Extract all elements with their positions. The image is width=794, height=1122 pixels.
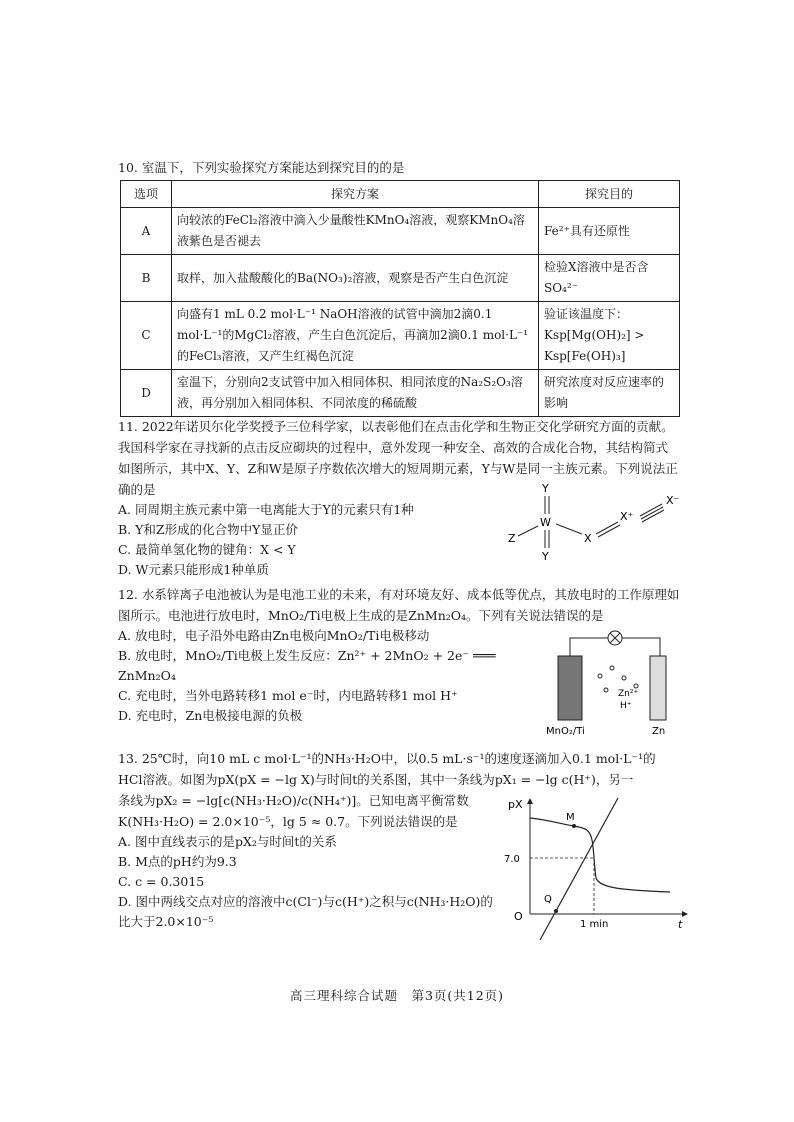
table-row [121, 208, 680, 255]
row-purpose: 研究浓度对反应速率的影响 [539, 370, 680, 417]
page-footer: 高三理科综合试题 第3页(共12页) [289, 988, 505, 1003]
ion-h: H⁺ [620, 701, 632, 711]
q12-options [118, 626, 518, 726]
label-mno2-ti: MnO₂/Ti [546, 726, 585, 737]
y-axis-label: pX [508, 798, 523, 811]
row-plan: 向盛有1 mL 0.2 mol·L⁻¹ NaOH溶液的试管中滴加2滴0.1 mol·L⁻¹的MgCl₂溶液，产生白色沉淀后，再滴加2滴0.1 mol·L⁻¹的FeCl₃溶液，又产生红褐色沉淀 [172, 302, 539, 370]
atom-y-bottom: Y [542, 550, 549, 563]
label-zn: Zn [652, 726, 666, 737]
col-purpose: 探究目的 [539, 181, 680, 208]
x-axis-label: t [678, 918, 683, 931]
atom-x3: X⁻ [666, 494, 680, 507]
q11-option-d: D. W元素只能形成1种单质 [118, 562, 269, 577]
bond [642, 510, 664, 522]
atom-y-top: Y [542, 482, 549, 495]
atom-z: Z [508, 532, 516, 545]
table-row [121, 302, 680, 370]
x-tick-1min: 1 min [580, 919, 609, 930]
q11-option-c: C. 最简单氢化物的键角：X < Y [118, 542, 296, 557]
q10-stem: 10. 室温下，下列实验探究方案能达到探究目的的是 [118, 160, 405, 175]
q12-option-c: C. 充电时，当外电路转移1 mol e⁻时，内电路转移1 mol H⁺ [118, 688, 458, 703]
label-q: Q [544, 894, 552, 905]
q11-options [118, 500, 498, 580]
row-option: C [121, 302, 172, 370]
row-purpose: 检验X溶液中是否含SO₄²⁻ [539, 255, 680, 302]
table-row [121, 255, 680, 302]
atom-x2: X⁺ [620, 510, 634, 523]
q13-stem-line3: 条线为pX₂ = −lg[c(NH₃·H₂O)/c(NH₄⁺)]。已知电离平衡常数 [118, 793, 469, 808]
q12-option-d: D. 充电时，Zn电极接电源的负极 [118, 708, 303, 723]
bond [641, 507, 663, 519]
table-row [121, 370, 680, 417]
q13-stem-line2: HCl溶液。如图为pX(pX = −lg X)与时间t的关系图，其中一条线为pX₁ = −lg c(H⁺)，另一 [118, 772, 634, 787]
row-plan: 室温下，分别向2支试管中加入相同体积、相同浓度的Na₂S₂O₃溶液，再分别加入相同体积、不同浓度的稀硫酸 [172, 370, 539, 417]
q12-option-b: B. 放电时，MnO₂/Ti电极上发生反应：Zn²⁺ + 2MnO₂ + 2e⁻ ═══ ZnMn₂O₄ [118, 648, 496, 683]
q11-structure-figure [500, 480, 690, 570]
q12-option-a: A. 放电时，电子沿外电路由Zn电极向MnO₂/Ti电极移动 [118, 628, 430, 643]
atom-w: W [540, 516, 551, 529]
row-plan: 向较浓的FeCl₂溶液中滴入少量酸性KMnO₄溶液，观察KMnO₄溶液紫色是否褪去 [172, 208, 539, 255]
q13-option-a: A. 图中直线表示的是pX₂与时间t的关系 [118, 834, 337, 849]
col-option: 选项 [121, 181, 172, 208]
table-header-row [121, 181, 680, 208]
q11-option-a: A. 同周期主族元素中第一电离能大于Y的元素只有1种 [118, 502, 414, 517]
zn-electrode [650, 656, 666, 720]
point-m [572, 824, 576, 828]
atom-x1: X [584, 532, 592, 545]
q13-option-b: B. M点的pH约为9.3 [118, 854, 237, 869]
q10-table [120, 180, 680, 417]
row-option: A [121, 208, 172, 255]
q13-option-d: D. 图中两线交点对应的溶液中c(Cl⁻)与c(H⁺)之积与c(NH₃·H₂O)的比大于2.0×10⁻⁵ [118, 894, 493, 929]
y-tick-7: 7.0 [504, 854, 520, 865]
q11-option-b: B. Y和Z形成的化合物中Y显正价 [118, 522, 298, 537]
q13-px-time-graph [500, 794, 690, 944]
origin-label: O [514, 910, 523, 923]
q13-options [118, 832, 498, 932]
curve-px1 [530, 818, 670, 892]
q11-stem: 11. 2022年诺贝尔化学奖授予三位科学家，以表彰他们在点击化学和生物正交化学研究方面的贡献。我国科学家在寻找新的点击反应砌块的过程中，意外发现一种安全、高效的合成化合物，其结构简式如图所示，其中X、Y、Z和W是原子序数依次增大的短周期元素，Y与W是同一主族元素。下列说法正确的是 [118, 419, 678, 497]
row-option: D [121, 370, 172, 417]
mno2-ti-electrode [558, 656, 582, 720]
q13-option-c: C. c = 0.3015 [118, 874, 205, 889]
q13-stem-line1: 13. 25℃时，向10 mL c mol·L⁻¹的NH₃·H₂O中，以0.5 mL·s⁻¹的速度逐滴加入0.1 mol·L⁻¹的 [118, 751, 656, 766]
q13-stem-line4: K(NH₃·H₂O) = 2.0×10⁻⁵，lg 5 ≈ 0.7。下列说法错误的是 [118, 814, 458, 829]
label-m: M [566, 812, 575, 823]
q12-stem: 12. 水系锌离子电池被认为是电池工业的未来，有对环境友好、成本低等优点，其放电时的工作原理如图所示。电池进行放电时，MnO₂/Ti电极上生成的是ZnMn₂O₄。下列有关说法错误的是 [118, 587, 680, 623]
bond [518, 526, 538, 536]
row-purpose: Fe²⁺具有还原性 [539, 208, 680, 255]
point-q [554, 909, 558, 913]
q12-battery-figure [540, 626, 690, 738]
col-plan: 探究方案 [172, 181, 539, 208]
ion-zn: Zn²⁺ [618, 689, 639, 699]
row-purpose: 验证该温度下：Ksp[Mg(OH)₂] > Ksp[Fe(OH)₃] [539, 302, 680, 370]
row-option: B [121, 255, 172, 302]
bond [556, 524, 582, 534]
row-plan: 取样，加入盐酸酸化的Ba(NO₃)₂溶液，观察是否产生白色沉淀 [172, 255, 539, 302]
bond [640, 504, 662, 516]
